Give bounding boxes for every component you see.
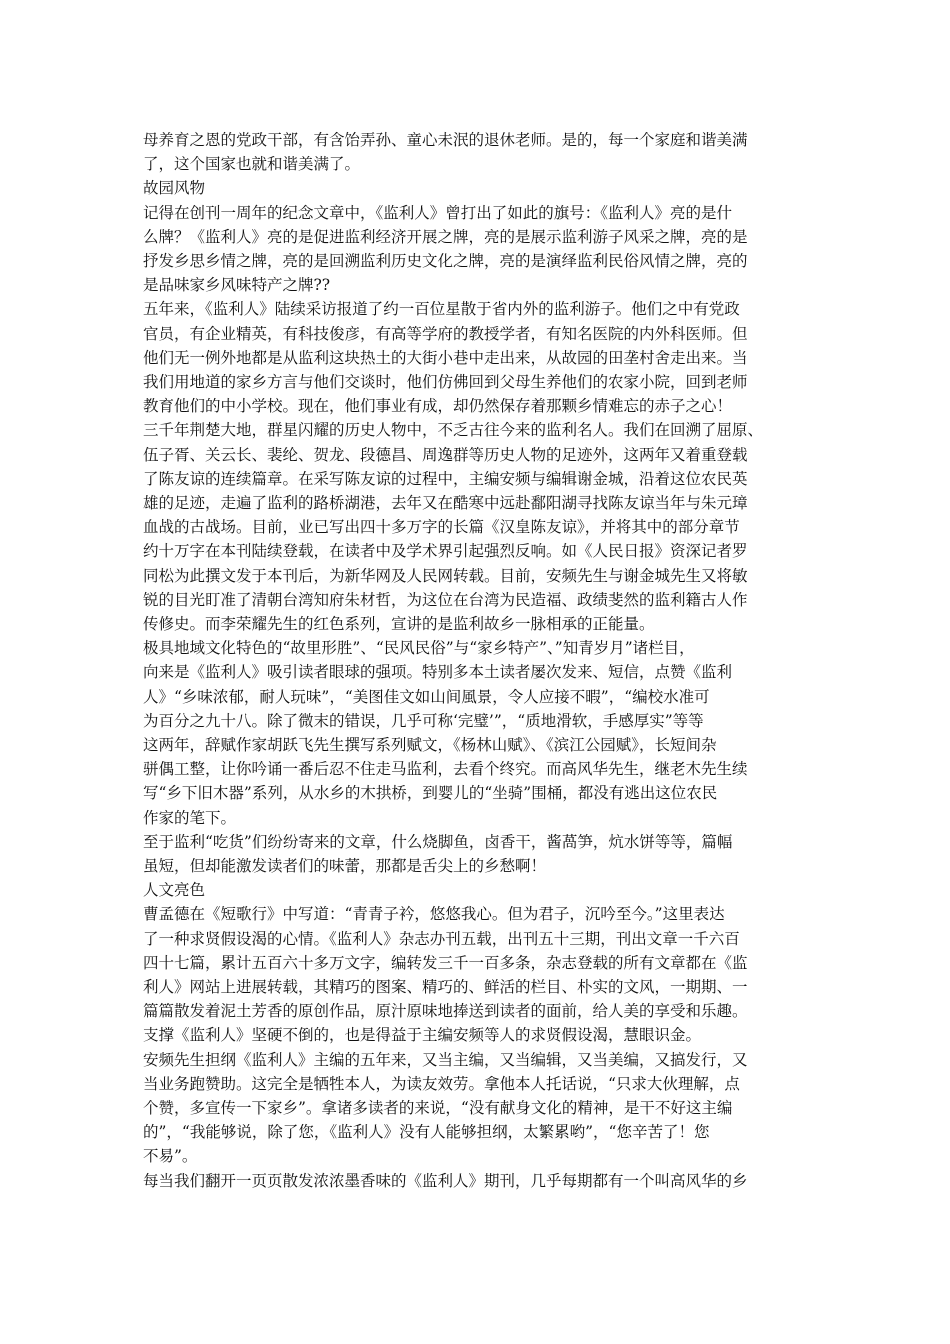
text-line: 不易”。 (143, 1147, 198, 1166)
text-line: 我们用地道的家乡方言与他们交谈时，他们仿佛回到父母生养他们的农家小院，回到老师 (143, 373, 748, 391)
text-line: 曹孟德在《短歌行》中写道：“青青子衿，悠悠我心。但为君子，沉吟至今。”这里表达 (143, 905, 725, 924)
text-line: 记得在创刊一周年的纪念文章中，《监利人》曾打出了如此的旗号：《监利人》亮的是什 (143, 203, 733, 222)
text-line: 锐的目光盯准了清朝台湾知府朱材哲，为这位在台湾为民造福、政绩斐然的监利籍古人作 (143, 590, 748, 609)
text-line: 传修史。而李荣耀先生的红色系列，宣讲的是监利故乡一脉相承的正能量。 (143, 615, 655, 633)
text-line: 五年来，《监利人》陆续采访报道了约一百位星散于省内外的监利游子。他们之中有党政 (143, 300, 740, 319)
text-line: 母养育之恩的党政干部，有含饴弄孙、童心未泯的退休老师。是的，每一个家庭和谐美满 (143, 131, 748, 149)
text-line: 了一种求贤假设渴的心情。《监利人》杂志办刊五载，出刊五十三期，刊出文章一千六百 (143, 929, 740, 948)
text-line: 血战的古战场。目前，业已写出四十多万字的长篇《汉皇陈友谅》，并将其中的部分章节 (143, 518, 740, 537)
text-line: 的”，“我能够说，除了您，《监利人》没有人能够担纲，太繁累哟”，“您辛苦了！您 (143, 1123, 710, 1142)
text-line: 么牌？《监利人》亮的是促进监利经济开展之牌，亮的是展示监利游子风采之牌，亮的是 (143, 227, 748, 246)
text-line: 极具地域文化特色的“故里形胜”、“民风民俗”与“家乡特产”、”知青岁月”诸栏目， (143, 639, 695, 658)
text-line: 了，这个国家也就和谐美满了。 (143, 155, 361, 174)
text-line: 是品味家乡风味特产之牌?? (143, 276, 331, 295)
text-line: 抒发乡思乡情之牌，亮的是回溯监利历史文化之牌，亮的是演绎监利民俗风情之牌，亮的 (143, 252, 748, 270)
text-line: 他们无一例外地都是从监利这块热土的大街小巷中走出来，从故园的田垄村舍走出来。当 (143, 348, 748, 367)
text-line: 篇篇散发着泥土芳香的原创作品，原汁原味地捧送到读者的面前，给人美的享受和乐趣。 (143, 1002, 748, 1021)
text-line: 教育他们的中小学校。现在，他们事业有成，却仍然保存着那颗乡情难忘的赤子之心！ (143, 397, 733, 416)
text-line: 每当我们翻开一页页散发浓浓墨香味的《监利人》期刊，几乎每期都有一个叫高风华的乡 (143, 1171, 748, 1190)
text-line: 个赞，多宣传一下家乡”。拿诸多读者的来说，“没有献身文化的精神，是干不好这主编 (143, 1099, 733, 1117)
text-line: 向来是《监利人》吸引读者眼球的强项。特别多本土读者屡次发来、短信，点赞《监利 (143, 663, 733, 682)
text-line: 骈偶工整，让你吟诵一番后忍不住走马监利，去看个终究。而高风华先生，继老木先生续 (143, 760, 748, 779)
text-line: 作家的笔下。 (143, 808, 237, 827)
text-line: 人文亮色 (143, 881, 206, 900)
text-line: 故园风物 (143, 179, 206, 198)
text-line: 官员，有企业精英，有科技俊彦，有高等学府的教授学者，有知名医院的内外科医师。但 (143, 324, 748, 343)
text-line: 为百分之九十八。除了微末的错误，几乎可称‘完璧’”，“质地滑软，手感厚实”等等 (143, 711, 704, 730)
text-line: 写“乡下旧木器”系列，从水乡的木拱桥，到婴儿的“坐骑”围桶，都没有逃出这位农民 (143, 784, 718, 803)
text-line: 四十七篇，累计五百六十多万文字，编转发三千一百多条，杂志登载的所有文章都在《监 (143, 953, 748, 972)
text-line: 虽短，但却能激发读者们的味蕾，那都是舌尖上的乡愁啊！ (143, 857, 547, 875)
text-line: 这两年，辞赋作家胡跃飞先生撰写系列赋文，《杨林山赋》、《滨江公园赋》，长短间杂 (143, 736, 717, 754)
text-line: 利人》网站上进展转载，其精巧的图案、精巧的、鲜活的栏目、朴实的文风，一期期、一 (143, 978, 748, 996)
text-line: 同松为此撰文发于本刊后，为新华网及人民网转载。目前，安频先生与谢金城先生又将敏 (143, 566, 748, 585)
text-line: 当业务跑赞助。这完全是牺牲本人，为读友效劳。拿他本人托话说，“只求大伙理解，点 (143, 1074, 740, 1093)
text-line: 至于监利“吃货”们纷纷寄来的文章，什么烧脚鱼，卤香干，酱萵笋，炕水饼等等，篇幅 (143, 832, 733, 851)
text-line: 雄的足迹，走遍了监利的路桥湖港，去年又在酷寒中远赴鄱阳湖寻找陈友谅当年与朱元璋 (143, 494, 748, 512)
text-line: 了陈友谅的连续篇章。在采写陈友谅的过程中，主编安频与编辑谢金城，沿着这位农民英 (143, 469, 748, 488)
text-line: 支撑《监利人》坚硬不倒的，也是得益于主编安频等人的求贤假设渴，慧眼识金。 (143, 1026, 702, 1045)
text-line: 人》“乡味浓郁，耐人玩味”，“美图佳文如山间風景，令人应接不暇”，“编校水准可 (143, 687, 710, 706)
text-line: 约十万字在本刊陆续登载，在读者中及学术界引起强烈反响。如《人民日报》资深记者罗 (143, 542, 748, 561)
text-line: 安频先生担纲《监利人》主编的五年来，又当主编，又当编辑，又当美编，又搞发行，又 (143, 1050, 748, 1069)
text-line: 伍子胥、关云长、裴纶、贺龙、段德昌、周逸群等历史人物的足迹外，这两年又着重登载 (143, 445, 748, 464)
text-line: 三千年荆楚大地，群星闪耀的历史人物中，不乏古往今来的监利名人。我们在回溯了屈原、 (143, 421, 764, 440)
